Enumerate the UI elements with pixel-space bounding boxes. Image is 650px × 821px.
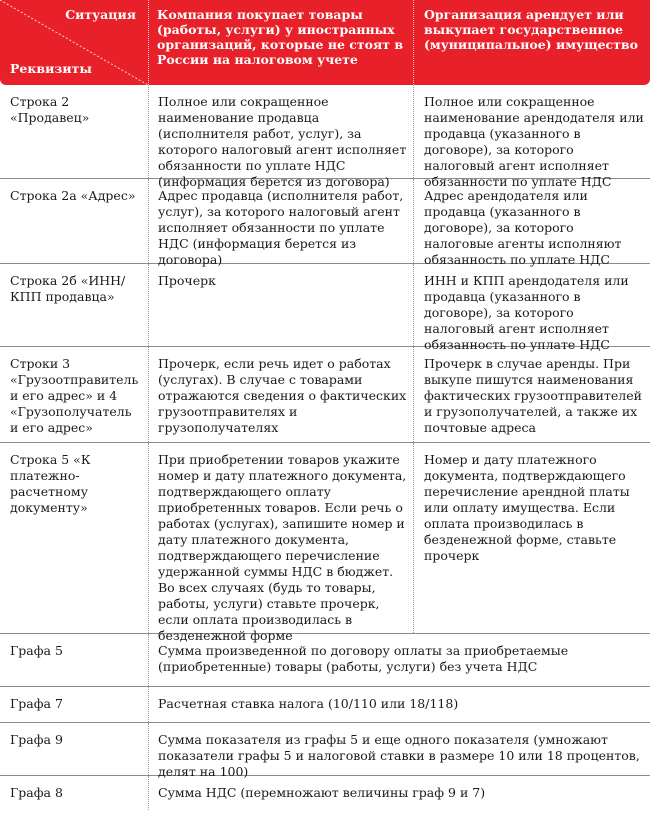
table-row [0,179,650,267]
row-merged-value: Сумма показателя из графы 5 и еще одного показателя (умножают показатели графы 5 и налоговой ставки в размере 10 или 18 процентов, делят на 100) [148,723,650,775]
table-row [0,85,650,189]
row-label: Графа 9 [10,732,63,747]
row-merged-value: Расчетная ставка налога (10/110 или 18/118) [148,687,650,722]
header-corner-cell [0,0,148,85]
row-merged-value: Сумма произведенной по договору оплаты за приобретаемые (приобретенные) товары (работы, услуги) без учета НДС [148,634,650,686]
table-row [0,776,650,810]
row-merged-value: Сумма НДС (перемножают величины граф 9 и 7) [148,776,650,810]
row-label: Графа 7 [10,696,63,711]
row-property-value: Адрес арендодателя или продавца (указанного в договоре), за которого налоговые агенты исполняют обязанность по уплате НДС [413,179,650,263]
row-property-value: Номер и дату платежного документа, подтверждающего перечисление арендной платы или оплату имущества. Если оплата производилась в безденежной форме, ставьте прочерк [413,443,650,633]
table-row [0,264,650,352]
header-state-property: Организация арендует или выкупает государственное (муниципальное) имущество [413,0,650,85]
row-property-value: ИНН и КПП арендодателя или продавца (указанного в договоре), за которого налоговый агент исполняет обязанность по уплате НДС [413,264,650,346]
table-row [0,723,650,779]
row-property-value: Полное или сокращенное наименование арендодателя или продавца (указанного в договоре), за которого налоговый агент исполняет обязанности по уплате НДС [413,85,650,178]
row-label: Строка 2б «ИНН/КПП продавца» [10,273,126,304]
table-header [0,0,650,85]
row-foreign-value: Полное или сокращенное наименование продавца (исполнителя работ, услуг), за которого налоговый агент исполняет обязанности по уплате НДС (информация берется из договора) [148,85,413,178]
row-foreign-value: Адрес продавца (исполнителя работ, услуг), за которого налоговый агент исполняет обязанности по уплате НДС (информация берется из договора) [148,179,413,263]
table-row [0,634,650,687]
header-situation-label: Ситуация [65,7,136,22]
header-foreign-purchase: Компания покупает товары (работы, услуги) у иностранных организаций, которые не стоят в России на налоговом учете [148,0,413,85]
row-label: Графа 8 [10,785,63,800]
header-requisites-label: Реквизиты [10,61,92,76]
row-label: Строки 3 «Грузоотправитель и его адрес» и 4 «Грузополучатель и его адрес» [10,356,139,435]
row-foreign-value: При приобретении товаров укажите номер и дату платежного документа, подтверждающего оплату приобретенных товаров. Если речь о работах (услугах), запишите номер и дату платежного документа, подтверждающего перечисление удержанной суммы НДС в бюджет. Во всех случаях (будь то товары, работы, услуги) ставьте прочерк, если оплата производилась в безденежной форме [148,443,413,633]
row-label: Графа 5 [10,643,63,658]
row-property-value: Прочерк в случае аренды. При выкупе пишутся наименования фактических грузоотправителей и грузополучателей, а также их почтовые адреса [413,347,650,442]
table-row [0,347,650,443]
row-foreign-value: Прочерк, если речь идет о работах (услугах). В случае с товарами отражаются сведения о фактических грузоотправителях и грузополучателях [148,347,413,442]
row-label: Строка 2а «Адрес» [10,188,136,203]
row-label: Строка 5 «К платежно-расчетному документу» [10,452,91,515]
table-row [0,687,650,723]
row-foreign-value: Прочерк [148,264,413,346]
row-label: Строка 2 «Продавец» [10,94,90,125]
table-row [0,443,650,643]
